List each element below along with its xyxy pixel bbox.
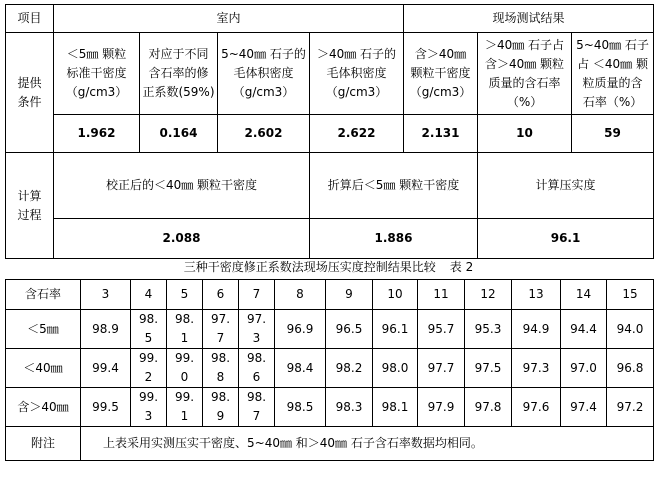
table-cell [203, 310, 239, 349]
calc-header-3: 计算压实度 [478, 153, 654, 219]
cell-text: 96.5 [335, 322, 363, 336]
cell-text: 0 [180, 370, 189, 384]
cell-text: 1 [180, 331, 189, 345]
condition-col-2: 对应于不同 含石率的修 正系数(59%) [140, 33, 218, 115]
condition-col-4: ＞40㎜ 石子的 毛体积密度 （g/cm3） [310, 33, 404, 115]
table-cell [561, 310, 607, 349]
condition-value: 2.131 [404, 115, 478, 153]
condition-col-6: ＞40㎜ 石子占 含＞40㎜ 颗粒 质量的含石率 （%） [478, 33, 572, 115]
header-rate: 7 [239, 280, 275, 310]
cell-text: 95.3 [474, 322, 502, 336]
table-cell [561, 388, 607, 427]
cell-text: 95.7 [427, 322, 455, 336]
header-rate: 11 [418, 280, 465, 310]
table-cell [607, 388, 654, 427]
cell-text: 99. [174, 390, 195, 404]
cell-text: 99.4 [92, 361, 119, 375]
cell-text: 98.0 [381, 361, 409, 375]
table-cell [326, 388, 373, 427]
table-cell [465, 349, 512, 388]
cell-text: 7 [252, 409, 261, 423]
cell-text: 3 [144, 409, 153, 423]
cell-text: 97.7 [427, 361, 455, 375]
table-cell [512, 310, 561, 349]
cell-text: 6 [252, 370, 261, 384]
condition-value: 2.602 [218, 115, 310, 153]
cell-text: 97. [210, 312, 231, 326]
table-cell [373, 310, 418, 349]
table-cell [275, 349, 326, 388]
cell-text: 2 [144, 370, 153, 384]
header-indoor: 室内 [54, 5, 404, 33]
cell-text: 99. [174, 351, 195, 365]
condition-col-3: 5~40㎜ 石子的 毛体积密度 （g/cm3） [218, 33, 310, 115]
table-cell [373, 388, 418, 427]
cell-text: 98. [246, 351, 267, 365]
cell-text: 98. [246, 390, 267, 404]
cell-text: 99. [138, 390, 159, 404]
cell-text: 97.2 [616, 400, 644, 414]
cell-text: 8 [216, 370, 225, 384]
table-cell [167, 349, 203, 388]
table-cell [326, 349, 373, 388]
condition-value: 2.622 [310, 115, 404, 153]
table-cell [131, 388, 167, 427]
condition-value: 1.962 [54, 115, 140, 153]
calc-value-1: 2.088 [54, 219, 310, 259]
table-row [6, 388, 654, 427]
calc-header-2: 折算后＜5㎜ 颗粒干密度 [310, 153, 478, 219]
cell-text: 9 [216, 409, 225, 423]
table-cell [418, 349, 465, 388]
header-item: 项目 [6, 5, 54, 33]
condition-col-1: ＜5㎜ 颗粒 标准干密度 （g/cm3） [54, 33, 140, 115]
note-label: 附注 [6, 427, 81, 461]
condition-col-5: 含＞40㎜ 颗粒干密度 （g/cm3） [404, 33, 478, 115]
cell-text: 98. [210, 351, 231, 365]
table-cell [81, 310, 131, 349]
cell-text: 1 [180, 409, 189, 423]
cell-text: 98.1 [381, 400, 409, 414]
cell-text: 97.6 [522, 400, 550, 414]
table-cell [239, 310, 275, 349]
header-rate: 12 [465, 280, 512, 310]
calc-header-1: 校正后的＜40㎜ 颗粒干密度 [54, 153, 310, 219]
conditions-label: 提供 条件 [6, 33, 54, 153]
table-cell [561, 349, 607, 388]
cell-text: 3 [252, 331, 261, 345]
table-cell [512, 388, 561, 427]
cell-text: 94.9 [522, 322, 550, 336]
cell-text: 99. [138, 351, 159, 365]
cell-text: 98.9 [92, 322, 119, 336]
cell-text: 97.5 [474, 361, 502, 375]
caption-title: 三种干密度修正系数法现场压实度控制结果比较 [183, 260, 436, 274]
header-rate: 10 [373, 280, 418, 310]
cell-text: 7 [216, 331, 225, 345]
cell-text: 5 [144, 331, 153, 345]
header-stone-content: 含石率 [6, 280, 81, 310]
table-cell [326, 310, 373, 349]
table-cell [203, 388, 239, 427]
header-rate: 8 [275, 280, 326, 310]
cell-text: 98.4 [286, 361, 314, 375]
table-cell [465, 310, 512, 349]
cell-text: 94.4 [570, 322, 597, 336]
row-label: ＜40㎜ [6, 349, 81, 388]
table-cell [81, 388, 131, 427]
cell-text: 97.4 [570, 400, 597, 414]
table-cell [418, 388, 465, 427]
table-cell [167, 310, 203, 349]
table-cell [418, 310, 465, 349]
cell-text: 98. [138, 312, 159, 326]
header-rate: 5 [167, 280, 203, 310]
table-cell [131, 310, 167, 349]
table-cell [373, 349, 418, 388]
note-text: 上表采用实测压实干密度、5~40㎜ 和＞40㎜ 石子含石率数据均相同。 [81, 427, 654, 461]
condition-value: 59 [572, 115, 654, 153]
table-2-header-row [6, 280, 654, 310]
table-cell [512, 349, 561, 388]
header-rate: 14 [561, 280, 607, 310]
table-2-caption [0, 258, 657, 275]
cell-text: 98.2 [335, 361, 363, 375]
row-label: 含＞40㎜ [6, 388, 81, 427]
header-rate: 4 [131, 280, 167, 310]
cell-text: 97.0 [570, 361, 597, 375]
cell-text: 96.1 [381, 322, 409, 336]
cell-text: 96.9 [286, 322, 314, 336]
table-cell [167, 388, 203, 427]
cell-text: 97.9 [427, 400, 455, 414]
calc-label: 计算 过程 [6, 153, 54, 259]
calc-value-3: 96.1 [478, 219, 654, 259]
condition-col-7: 5~40㎜ 石子 占 ＜40㎜ 颗 粒质量的含 石率（%） [572, 33, 654, 115]
row-label: ＜5㎜ [6, 310, 81, 349]
caption-table-no: 表 2 [449, 260, 474, 274]
table-cell [203, 349, 239, 388]
table-cell [239, 349, 275, 388]
header-rate: 6 [203, 280, 239, 310]
note-row [6, 427, 654, 461]
cell-text: 96.8 [616, 361, 644, 375]
condition-value: 10 [478, 115, 572, 153]
table-1 [5, 4, 654, 259]
table-cell [275, 388, 326, 427]
table-row [6, 310, 654, 349]
cell-text: 98. [174, 312, 195, 326]
cell-text: 97. [246, 312, 267, 326]
cell-text: 98. [210, 390, 231, 404]
cell-text: 97.8 [474, 400, 502, 414]
cell-text: 97.3 [522, 361, 550, 375]
table-cell [607, 310, 654, 349]
table-2 [5, 279, 654, 461]
header-field: 现场测试结果 [404, 5, 654, 33]
header-rate: 13 [512, 280, 561, 310]
condition-value: 0.164 [140, 115, 218, 153]
header-rate: 15 [607, 280, 654, 310]
table-cell [239, 388, 275, 427]
cell-text: 98.3 [335, 400, 363, 414]
table-cell [607, 349, 654, 388]
table-cell [275, 310, 326, 349]
cell-text: 98.5 [286, 400, 314, 414]
table-cell [81, 349, 131, 388]
table-cell [465, 388, 512, 427]
cell-text: 94.0 [616, 322, 644, 336]
header-rate: 9 [326, 280, 373, 310]
table-row [6, 349, 654, 388]
header-rate: 3 [81, 280, 131, 310]
cell-text: 99.5 [92, 400, 119, 414]
calc-value-2: 1.886 [310, 219, 478, 259]
table-cell [131, 349, 167, 388]
